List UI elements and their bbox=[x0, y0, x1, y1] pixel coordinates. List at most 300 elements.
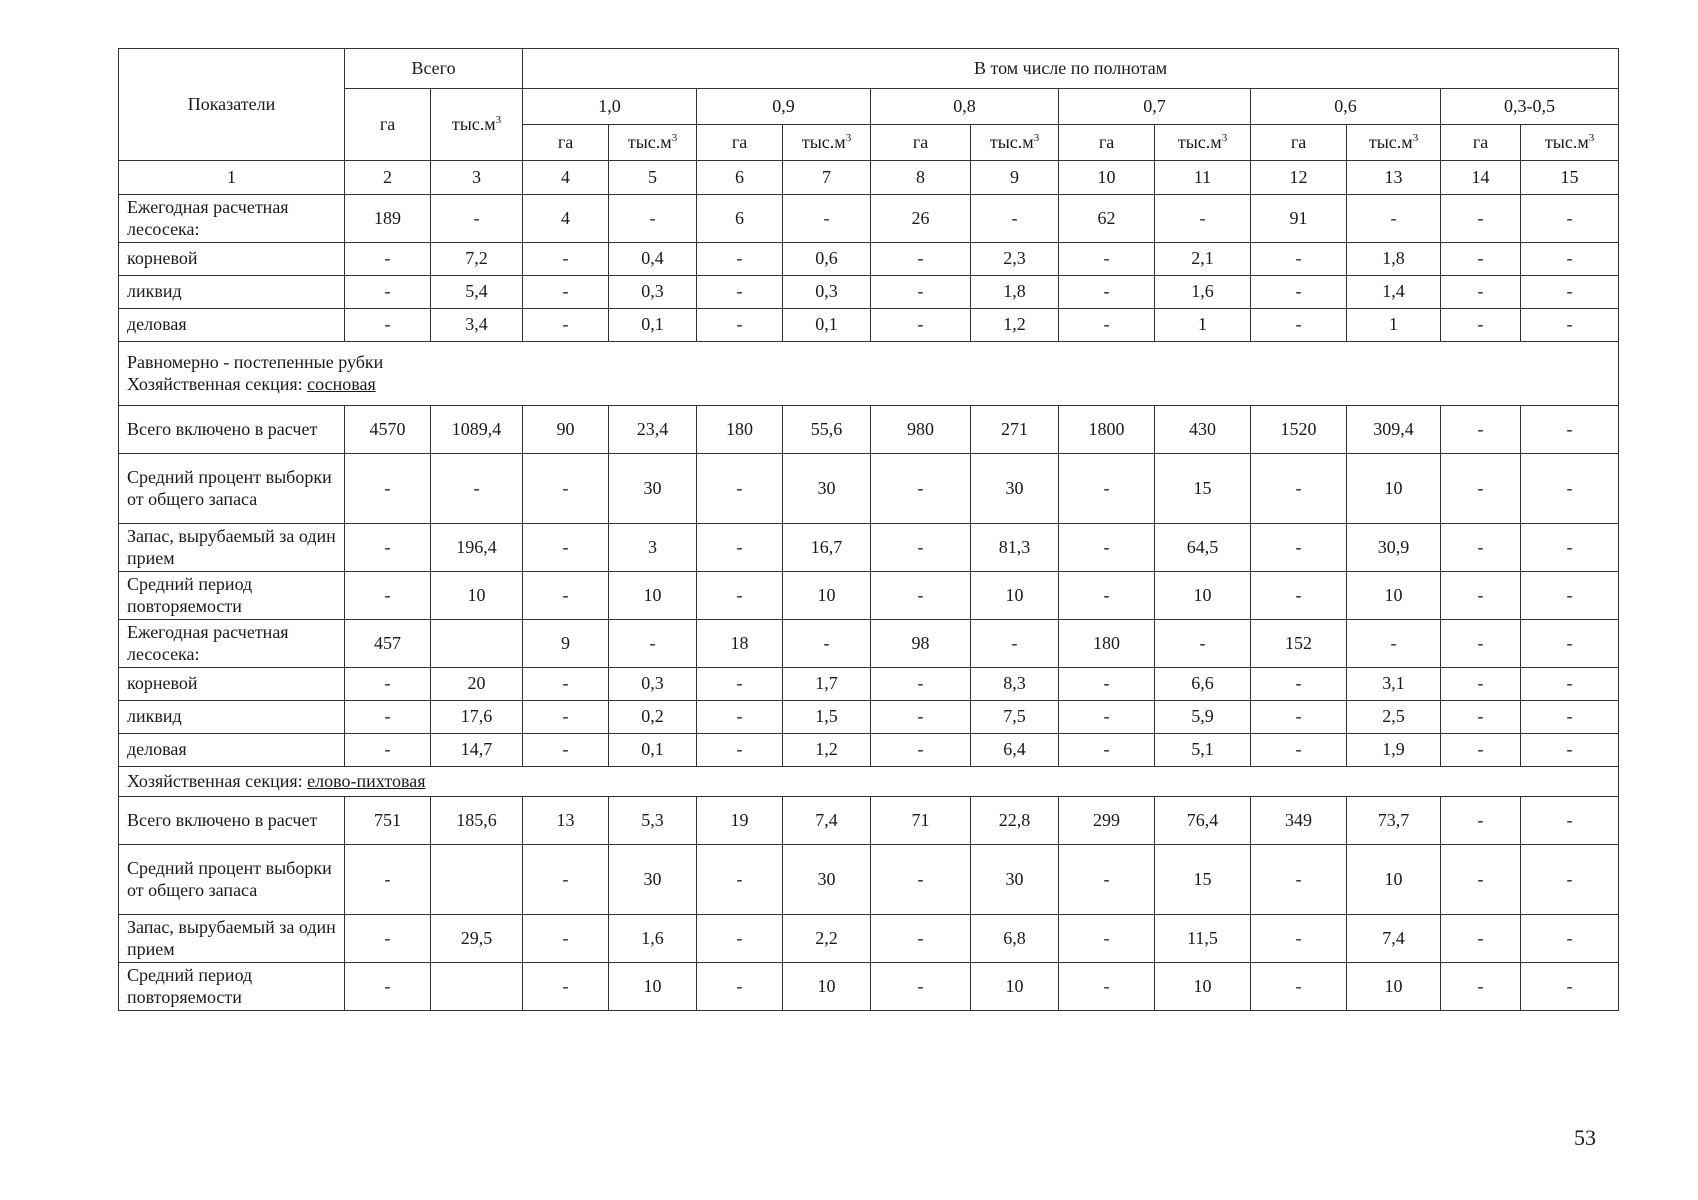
table-cell: 0,1 bbox=[609, 309, 697, 342]
table-cell: 30 bbox=[971, 845, 1059, 915]
total-header: Всего bbox=[345, 49, 523, 89]
table-row bbox=[119, 734, 1619, 767]
table-cell: - bbox=[1521, 620, 1619, 668]
row-label: Всего включено в расчет bbox=[119, 797, 345, 845]
table-cell: - bbox=[1441, 797, 1521, 845]
table-row bbox=[119, 963, 1619, 1011]
table-cell: - bbox=[1441, 845, 1521, 915]
row-label: Средний процент выборки от общего запаса bbox=[119, 845, 345, 915]
table-cell: - bbox=[697, 915, 783, 963]
table-cell: - bbox=[1521, 572, 1619, 620]
table-cell: - bbox=[871, 963, 971, 1011]
density-header: 0,7 bbox=[1059, 89, 1251, 125]
table-cell: 0,3 bbox=[609, 276, 697, 309]
row-label: ликвид bbox=[119, 701, 345, 734]
column-number: 11 bbox=[1155, 161, 1251, 195]
table-row bbox=[119, 309, 1619, 342]
table-cell: 152 bbox=[1251, 620, 1347, 668]
table-cell: - bbox=[1059, 243, 1155, 276]
table-cell: 10 bbox=[1155, 572, 1251, 620]
unit-ha-header: га bbox=[1441, 125, 1521, 161]
table-cell: - bbox=[345, 668, 431, 701]
column-number: 9 bbox=[971, 161, 1059, 195]
table-cell: - bbox=[783, 620, 871, 668]
table-row bbox=[119, 524, 1619, 572]
table-cell: - bbox=[523, 915, 609, 963]
table-cell: 10 bbox=[1347, 845, 1441, 915]
table-cell: 1,4 bbox=[1347, 276, 1441, 309]
unit-ha-header: га bbox=[697, 125, 783, 161]
table-row bbox=[119, 915, 1619, 963]
column-number: 15 bbox=[1521, 161, 1619, 195]
table-row bbox=[119, 243, 1619, 276]
table-cell: 10 bbox=[783, 963, 871, 1011]
row-label: Средний период повторяемости bbox=[119, 572, 345, 620]
table-cell: 5,1 bbox=[1155, 734, 1251, 767]
table-cell: 14,7 bbox=[431, 734, 523, 767]
table-cell: - bbox=[345, 701, 431, 734]
table-cell: - bbox=[1347, 195, 1441, 243]
density-header: 0,8 bbox=[871, 89, 1059, 125]
table-cell: 3,1 bbox=[1347, 668, 1441, 701]
table-cell: - bbox=[1441, 406, 1521, 454]
table-cell: - bbox=[523, 845, 609, 915]
section-row bbox=[119, 767, 1619, 797]
table-cell: - bbox=[523, 572, 609, 620]
table-cell: - bbox=[1251, 276, 1347, 309]
table-cell: - bbox=[431, 454, 523, 524]
unit-volume-header: $тыс.м^3$ bbox=[1347, 125, 1441, 161]
section-prefix: Хозяйственная секция: bbox=[127, 770, 308, 791]
table-cell: 7,4 bbox=[1347, 915, 1441, 963]
table-cell: - bbox=[1441, 243, 1521, 276]
table-cell: - bbox=[609, 620, 697, 668]
table-cell: - bbox=[523, 524, 609, 572]
table-cell: 11,5 bbox=[1155, 915, 1251, 963]
table-cell: 8,3 bbox=[971, 668, 1059, 701]
table-cell: 1 bbox=[1347, 309, 1441, 342]
table-cell: 30 bbox=[609, 454, 697, 524]
table-cell: 189 bbox=[345, 195, 431, 243]
table-cell: 6,6 bbox=[1155, 668, 1251, 701]
table-cell: 457 bbox=[345, 620, 431, 668]
row-label: ликвид bbox=[119, 276, 345, 309]
table-cell: 10 bbox=[783, 572, 871, 620]
table-cell: 0,1 bbox=[609, 734, 697, 767]
table-cell: - bbox=[1521, 734, 1619, 767]
table-cell: 1,5 bbox=[783, 701, 871, 734]
table-cell: - bbox=[871, 524, 971, 572]
table-cell: - bbox=[1251, 963, 1347, 1011]
row-label: корневой bbox=[119, 243, 345, 276]
table-row bbox=[119, 195, 1619, 243]
column-number: 2 bbox=[345, 161, 431, 195]
table-cell: - bbox=[1521, 406, 1619, 454]
by-density-header: В том числе по полнотам bbox=[523, 49, 1619, 89]
table-cell: - bbox=[871, 915, 971, 963]
table-cell: - bbox=[609, 195, 697, 243]
table-cell: 10 bbox=[1155, 963, 1251, 1011]
table-cell: 1800 bbox=[1059, 406, 1155, 454]
density-header: 0,9 bbox=[697, 89, 871, 125]
table-cell: 299 bbox=[1059, 797, 1155, 845]
table-cell: - bbox=[971, 195, 1059, 243]
table-cell: - bbox=[1251, 734, 1347, 767]
table-cell: - bbox=[523, 243, 609, 276]
table-cell: - bbox=[697, 454, 783, 524]
unit-volume-header: $тыс.м^3$ bbox=[1521, 125, 1619, 161]
table-cell: 3 bbox=[609, 524, 697, 572]
table-cell: - bbox=[345, 963, 431, 1011]
table-cell: 7,2 bbox=[431, 243, 523, 276]
table-cell: - bbox=[697, 963, 783, 1011]
indicators-header: Показатели bbox=[119, 49, 345, 161]
table-cell: 1,8 bbox=[1347, 243, 1441, 276]
table-cell: - bbox=[1059, 572, 1155, 620]
unit-volume-header: $тыс.м^3$ bbox=[783, 125, 871, 161]
table-cell: 10 bbox=[1347, 963, 1441, 1011]
table-cell: - bbox=[345, 915, 431, 963]
table-cell: - bbox=[1251, 701, 1347, 734]
table-cell: - bbox=[1251, 309, 1347, 342]
table-cell: 5,4 bbox=[431, 276, 523, 309]
table-cell: 30 bbox=[783, 845, 871, 915]
section-heading bbox=[119, 767, 1619, 797]
unit-volume-header: $тыс.м^3$ bbox=[609, 125, 697, 161]
table-cell: - bbox=[345, 454, 431, 524]
table-cell: - bbox=[1441, 963, 1521, 1011]
table-cell: - bbox=[1441, 309, 1521, 342]
unit-volume-header: $тыс.м^3$ bbox=[971, 125, 1059, 161]
table-cell: - bbox=[871, 454, 971, 524]
section-method: Равномерно - постепенные рубки bbox=[127, 351, 384, 372]
table-cell: 4570 bbox=[345, 406, 431, 454]
table-row bbox=[119, 797, 1619, 845]
table-cell: 349 bbox=[1251, 797, 1347, 845]
table-cell: 1,7 bbox=[783, 668, 871, 701]
table-cell: 22,8 bbox=[971, 797, 1059, 845]
forest-inventory-table bbox=[118, 48, 1619, 1011]
table-cell: - bbox=[345, 243, 431, 276]
table-row bbox=[119, 845, 1619, 915]
table-cell: - bbox=[523, 734, 609, 767]
density-header: 1,0 bbox=[523, 89, 697, 125]
table-cell: 10 bbox=[971, 963, 1059, 1011]
column-number: 13 bbox=[1347, 161, 1441, 195]
table-cell: 180 bbox=[697, 406, 783, 454]
table-cell: 30 bbox=[609, 845, 697, 915]
table-cell: 71 bbox=[871, 797, 971, 845]
table-cell: - bbox=[1059, 524, 1155, 572]
table-cell: 16,7 bbox=[783, 524, 871, 572]
table-cell: 6,4 bbox=[971, 734, 1059, 767]
table-row bbox=[119, 454, 1619, 524]
table-cell: - bbox=[971, 620, 1059, 668]
section-name: елово-пихтовая bbox=[307, 770, 426, 791]
table-cell: 0,2 bbox=[609, 701, 697, 734]
table-cell: 9 bbox=[523, 620, 609, 668]
table-row bbox=[119, 668, 1619, 701]
column-number: 7 bbox=[783, 161, 871, 195]
table-cell: 1,8 bbox=[971, 276, 1059, 309]
table-cell: - bbox=[871, 845, 971, 915]
table-cell: 2,5 bbox=[1347, 701, 1441, 734]
table-cell: - bbox=[697, 524, 783, 572]
table-cell: - bbox=[1441, 195, 1521, 243]
table-cell: 1,2 bbox=[971, 309, 1059, 342]
table-cell: - bbox=[1059, 734, 1155, 767]
table-cell: - bbox=[1441, 572, 1521, 620]
table-cell: 98 bbox=[871, 620, 971, 668]
table-cell: - bbox=[1059, 309, 1155, 342]
table-cell: 10 bbox=[609, 963, 697, 1011]
unit-volume-header: $тыс.м^3$ bbox=[1155, 125, 1251, 161]
table-cell: - bbox=[1441, 276, 1521, 309]
table-cell: - bbox=[431, 195, 523, 243]
column-number: 3 bbox=[431, 161, 523, 195]
table-cell: 1 bbox=[1155, 309, 1251, 342]
table-cell: - bbox=[1251, 845, 1347, 915]
table-cell: - bbox=[345, 524, 431, 572]
table-cell: 10 bbox=[431, 572, 523, 620]
table-cell: 0,4 bbox=[609, 243, 697, 276]
table-cell: 1,6 bbox=[609, 915, 697, 963]
table-cell: 430 bbox=[1155, 406, 1251, 454]
table-cell: 7,4 bbox=[783, 797, 871, 845]
table-cell: - bbox=[523, 309, 609, 342]
table-cell: - bbox=[871, 701, 971, 734]
table-cell: - bbox=[523, 276, 609, 309]
table-cell: - bbox=[1521, 845, 1619, 915]
table-cell: - bbox=[1441, 734, 1521, 767]
table-cell: - bbox=[697, 701, 783, 734]
table-cell: 5,3 bbox=[609, 797, 697, 845]
table-cell: - bbox=[1521, 524, 1619, 572]
row-label: Всего включено в расчет bbox=[119, 406, 345, 454]
table-cell: - bbox=[1441, 524, 1521, 572]
table-cell: 6,8 bbox=[971, 915, 1059, 963]
table-cell: 2,1 bbox=[1155, 243, 1251, 276]
table-cell: 180 bbox=[1059, 620, 1155, 668]
table-cell: 62 bbox=[1059, 195, 1155, 243]
table-cell: - bbox=[1521, 668, 1619, 701]
table-cell: - bbox=[871, 309, 971, 342]
table-cell: 29,5 bbox=[431, 915, 523, 963]
table-cell: 0,3 bbox=[609, 668, 697, 701]
table-cell: 20 bbox=[431, 668, 523, 701]
table-cell: - bbox=[1441, 668, 1521, 701]
column-number: 8 bbox=[871, 161, 971, 195]
table-cell: 26 bbox=[871, 195, 971, 243]
table-row bbox=[119, 406, 1619, 454]
table-cell: - bbox=[1521, 915, 1619, 963]
section-name: сосновая bbox=[307, 373, 376, 394]
column-number: 12 bbox=[1251, 161, 1347, 195]
table-cell: 76,4 bbox=[1155, 797, 1251, 845]
table-cell: 81,3 bbox=[971, 524, 1059, 572]
row-label: корневой bbox=[119, 668, 345, 701]
table-cell: 309,4 bbox=[1347, 406, 1441, 454]
table-cell: - bbox=[1059, 276, 1155, 309]
table-cell: 10 bbox=[971, 572, 1059, 620]
table-cell: - bbox=[1441, 701, 1521, 734]
table-cell: - bbox=[345, 845, 431, 915]
page-number: 53 bbox=[1574, 1125, 1596, 1150]
unit-ha-header: га bbox=[1059, 125, 1155, 161]
table-cell: 13 bbox=[523, 797, 609, 845]
table-cell: 2,3 bbox=[971, 243, 1059, 276]
table-cell: - bbox=[1251, 454, 1347, 524]
table-cell bbox=[431, 620, 523, 668]
table-cell: - bbox=[871, 734, 971, 767]
table-cell: - bbox=[345, 572, 431, 620]
table-cell: 3,4 bbox=[431, 309, 523, 342]
table-cell: 10 bbox=[1347, 454, 1441, 524]
header-row-1 bbox=[119, 49, 1619, 89]
table-cell: - bbox=[1155, 620, 1251, 668]
table-cell: 1,2 bbox=[783, 734, 871, 767]
table-cell: - bbox=[1059, 963, 1155, 1011]
table-cell: - bbox=[345, 734, 431, 767]
table-cell bbox=[431, 963, 523, 1011]
table-cell bbox=[431, 845, 523, 915]
table-cell: - bbox=[1251, 243, 1347, 276]
table-cell: 6 bbox=[697, 195, 783, 243]
column-number: 14 bbox=[1441, 161, 1521, 195]
table-cell: - bbox=[1251, 668, 1347, 701]
table-cell: 90 bbox=[523, 406, 609, 454]
table-cell: - bbox=[871, 668, 971, 701]
table-cell: - bbox=[697, 243, 783, 276]
density-header: 0,6 bbox=[1251, 89, 1441, 125]
table-cell: 23,4 bbox=[609, 406, 697, 454]
table-cell: - bbox=[1521, 195, 1619, 243]
table-row bbox=[119, 276, 1619, 309]
table-cell: - bbox=[523, 963, 609, 1011]
section-heading bbox=[119, 342, 1619, 406]
table-cell: - bbox=[697, 734, 783, 767]
table-row bbox=[119, 701, 1619, 734]
table-cell: - bbox=[523, 454, 609, 524]
table-cell: 30 bbox=[783, 454, 871, 524]
table-cell: - bbox=[345, 309, 431, 342]
table-cell: 15 bbox=[1155, 845, 1251, 915]
row-label: деловая bbox=[119, 734, 345, 767]
table-cell: - bbox=[1059, 454, 1155, 524]
table-body bbox=[119, 195, 1619, 1011]
table-cell: - bbox=[1521, 797, 1619, 845]
column-number: 1 bbox=[119, 161, 345, 195]
table-cell: 271 bbox=[971, 406, 1059, 454]
table-cell: 18 bbox=[697, 620, 783, 668]
row-label: Средний период повторяемости bbox=[119, 963, 345, 1011]
table-cell: 1089,4 bbox=[431, 406, 523, 454]
unit-ha-header: га bbox=[871, 125, 971, 161]
column-number: 5 bbox=[609, 161, 697, 195]
table-cell: - bbox=[697, 668, 783, 701]
row-label: Ежегодная расчетная лесосека: bbox=[119, 195, 345, 243]
table-cell: 2,2 bbox=[783, 915, 871, 963]
table-cell: 0,6 bbox=[783, 243, 871, 276]
table-row bbox=[119, 572, 1619, 620]
table-cell: - bbox=[1251, 524, 1347, 572]
table-cell: 64,5 bbox=[1155, 524, 1251, 572]
table-cell: 0,1 bbox=[783, 309, 871, 342]
section-row bbox=[119, 342, 1619, 406]
table-cell: - bbox=[1441, 454, 1521, 524]
table-cell: - bbox=[1251, 915, 1347, 963]
table-header bbox=[119, 49, 1619, 195]
table-cell: - bbox=[1521, 701, 1619, 734]
total-ha-header: га bbox=[345, 89, 431, 161]
table-cell: - bbox=[1521, 454, 1619, 524]
section-prefix: Хозяйственная секция: bbox=[127, 373, 308, 394]
table-cell: - bbox=[1347, 620, 1441, 668]
table-cell: - bbox=[1155, 195, 1251, 243]
table-cell: - bbox=[523, 668, 609, 701]
table-cell: - bbox=[697, 845, 783, 915]
column-number: 4 bbox=[523, 161, 609, 195]
table-cell: - bbox=[1441, 620, 1521, 668]
table-cell: 10 bbox=[609, 572, 697, 620]
table-cell: 91 bbox=[1251, 195, 1347, 243]
unit-ha-header: га bbox=[523, 125, 609, 161]
table-cell: - bbox=[697, 309, 783, 342]
row-label: деловая bbox=[119, 309, 345, 342]
table-cell: - bbox=[1251, 572, 1347, 620]
column-number: 6 bbox=[697, 161, 783, 195]
table-cell: - bbox=[697, 572, 783, 620]
row-label: Запас, вырубаемый за один прием bbox=[119, 524, 345, 572]
table-cell: 4 bbox=[523, 195, 609, 243]
table-cell: 1520 bbox=[1251, 406, 1347, 454]
row-label: Средний процент выборки от общего запаса bbox=[119, 454, 345, 524]
table-cell: 980 bbox=[871, 406, 971, 454]
total-volume-header: $тыс.м^3$ bbox=[431, 89, 523, 161]
table-cell: 0,3 bbox=[783, 276, 871, 309]
table-cell: 30 bbox=[971, 454, 1059, 524]
table-cell: 15 bbox=[1155, 454, 1251, 524]
table-row bbox=[119, 620, 1619, 668]
column-number: 10 bbox=[1059, 161, 1155, 195]
density-header: 0,3-0,5 bbox=[1441, 89, 1619, 125]
table-cell: - bbox=[871, 572, 971, 620]
table-cell: 55,6 bbox=[783, 406, 871, 454]
row-label: Ежегодная расчетная лесосека: bbox=[119, 620, 345, 668]
table-cell: 1,6 bbox=[1155, 276, 1251, 309]
table-cell: - bbox=[783, 195, 871, 243]
table-cell: - bbox=[1521, 963, 1619, 1011]
table-cell: - bbox=[1059, 701, 1155, 734]
table-cell: - bbox=[345, 276, 431, 309]
table-cell: - bbox=[1059, 845, 1155, 915]
table-cell: 7,5 bbox=[971, 701, 1059, 734]
table-cell: 751 bbox=[345, 797, 431, 845]
table-cell: 5,9 bbox=[1155, 701, 1251, 734]
table-cell: 10 bbox=[1347, 572, 1441, 620]
table-cell: - bbox=[871, 276, 971, 309]
table-cell: - bbox=[523, 701, 609, 734]
table-cell: 185,6 bbox=[431, 797, 523, 845]
table-cell: 19 bbox=[697, 797, 783, 845]
table-cell: - bbox=[697, 276, 783, 309]
unit-ha-header: га bbox=[1251, 125, 1347, 161]
row-label: Запас, вырубаемый за один прием bbox=[119, 915, 345, 963]
table-cell: - bbox=[1521, 243, 1619, 276]
table-cell: - bbox=[871, 243, 971, 276]
table-cell: - bbox=[1059, 668, 1155, 701]
table-cell: - bbox=[1521, 309, 1619, 342]
